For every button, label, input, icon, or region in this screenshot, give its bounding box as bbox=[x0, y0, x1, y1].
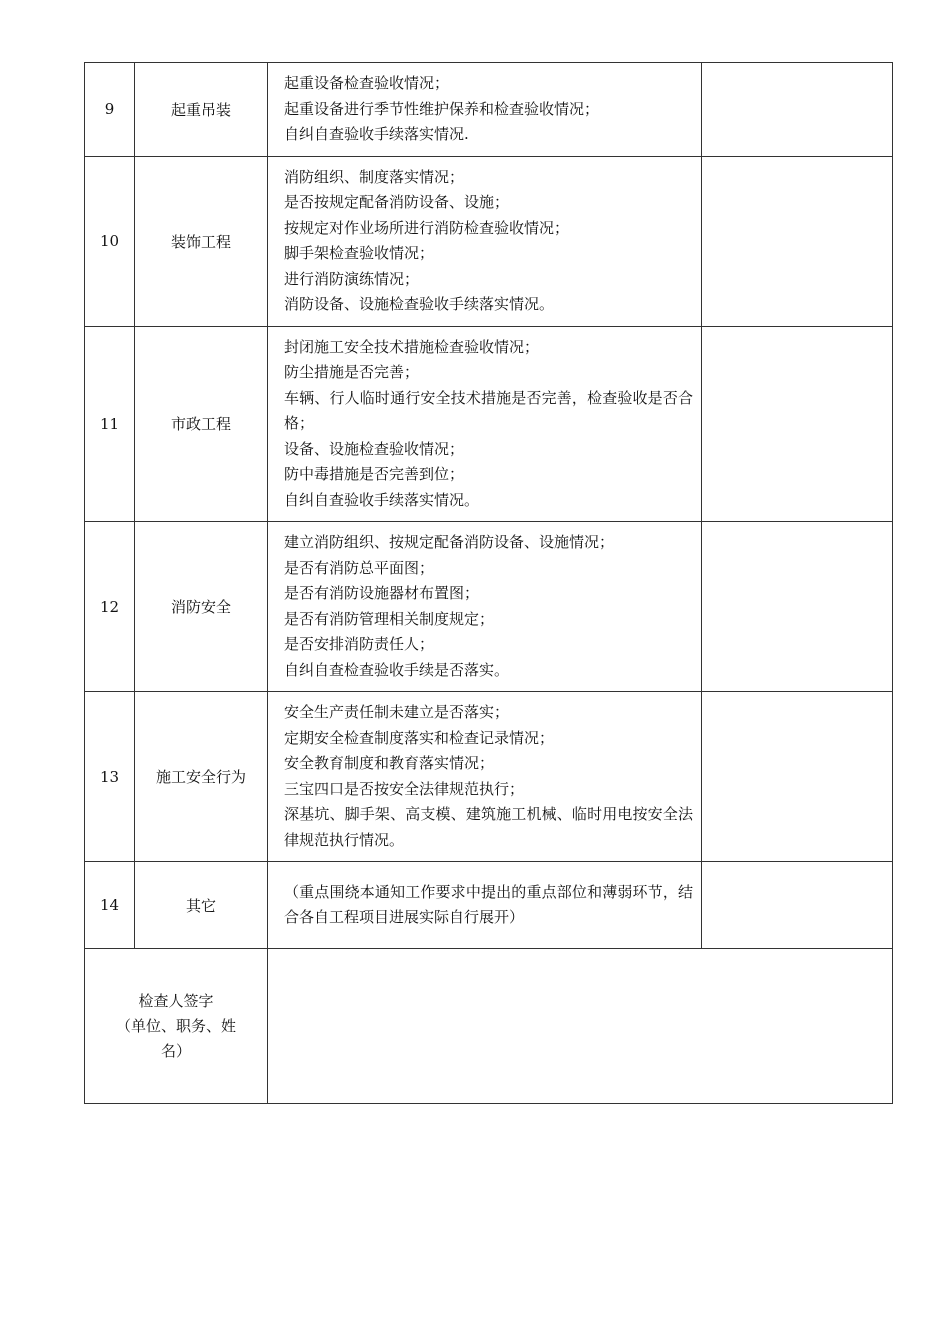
check-item: 是否按规定配备消防设备、设施； bbox=[284, 193, 510, 211]
row-number: 12 bbox=[85, 522, 135, 692]
row-number: 9 bbox=[85, 63, 135, 157]
row-check-items bbox=[268, 63, 702, 157]
table-row bbox=[85, 862, 893, 949]
row-category: 起重吊装 bbox=[135, 63, 268, 157]
row-category: 其它 bbox=[135, 862, 268, 949]
check-item: 安全教育制度和教育落实情况； bbox=[284, 754, 495, 772]
check-item: （重点围绕本通知工作要求中提出的重点部位和薄弱环节，结合各自工程项目进展实际自行展开） bbox=[284, 882, 693, 926]
signature-row bbox=[85, 949, 893, 1104]
check-item: 起重设备检查验收情况； bbox=[284, 74, 450, 92]
row-check-items bbox=[268, 862, 702, 949]
row-number: 11 bbox=[85, 326, 135, 522]
row-check-items bbox=[268, 156, 702, 326]
row-check-items bbox=[268, 522, 702, 692]
table-row bbox=[85, 522, 893, 692]
table-row bbox=[85, 63, 893, 157]
check-item: 建立消防组织、按规定配备消防设备、设施情况； bbox=[284, 533, 615, 551]
row-result-cell bbox=[702, 326, 893, 522]
check-item: 自纠自查验收手续落实情况。 bbox=[284, 490, 480, 509]
inspection-table bbox=[84, 62, 893, 1104]
row-number: 14 bbox=[85, 862, 135, 949]
row-check-items bbox=[268, 326, 702, 522]
check-item: 是否有消防总平面图； bbox=[284, 558, 435, 577]
check-item: 车辆、行人临时通行安全技术措施是否完善，检查验收是否合格； bbox=[284, 388, 693, 432]
row-result-cell bbox=[702, 692, 893, 862]
check-item: 起重设备进行季节性维护保养和检查验收情况； bbox=[284, 99, 600, 118]
signature-label-line: 检查人签字 bbox=[138, 991, 214, 1010]
row-result-cell bbox=[702, 862, 893, 949]
row-result-cell bbox=[702, 522, 893, 692]
signature-label-line: 名） bbox=[160, 1041, 191, 1060]
check-item: 是否有消防设施器材布置图； bbox=[284, 584, 480, 602]
check-item: 是否有消防管理相关制度规定； bbox=[284, 609, 495, 628]
check-item: 进行消防演练情况； bbox=[284, 269, 420, 288]
signature-label-line: （单位、职务、姓 bbox=[115, 1016, 236, 1035]
check-item: 自纠自查验收手续落实情况. bbox=[284, 125, 469, 143]
check-item: 是否安排消防责任人； bbox=[284, 635, 435, 653]
check-item: 深基坑、脚手架、高支模、建筑施工机械、临时用电按安全法律规范执行情况。 bbox=[284, 805, 693, 849]
row-number: 10 bbox=[85, 156, 135, 326]
table-row bbox=[85, 326, 893, 522]
check-item: 安全生产责任制未建立是否落实； bbox=[284, 703, 510, 721]
check-item: 三宝四口是否按安全法律规范执行； bbox=[284, 779, 525, 798]
row-category: 市政工程 bbox=[135, 326, 268, 522]
table-row bbox=[85, 692, 893, 862]
check-item: 消防设备、设施检查验收手续落实情况。 bbox=[284, 295, 555, 313]
check-item: 脚手架检查验收情况； bbox=[284, 244, 435, 262]
row-category: 装饰工程 bbox=[135, 156, 268, 326]
row-number: 13 bbox=[85, 692, 135, 862]
check-item: 定期安全检查制度落实和检查记录情况； bbox=[284, 728, 555, 747]
check-item: 消防组织、制度落实情况； bbox=[284, 167, 465, 186]
check-item: 设备、设施检查验收情况； bbox=[284, 439, 465, 458]
signature-field[interactable] bbox=[268, 949, 893, 1104]
row-result-cell bbox=[702, 156, 893, 326]
table-row bbox=[85, 156, 893, 326]
signature-label bbox=[85, 949, 268, 1104]
row-check-items bbox=[268, 692, 702, 862]
check-item: 封闭施工安全技术措施检查验收情况； bbox=[284, 337, 540, 356]
check-item: 防中毒措施是否完善到位； bbox=[284, 465, 465, 483]
row-category: 施工安全行为 bbox=[135, 692, 268, 862]
row-result-cell bbox=[702, 63, 893, 157]
check-item: 按规定对作业场所进行消防检查验收情况； bbox=[284, 218, 570, 237]
row-category: 消防安全 bbox=[135, 522, 268, 692]
check-item: 自纠自查检查验收手续是否落实。 bbox=[284, 660, 510, 679]
check-item: 防尘措施是否完善； bbox=[284, 363, 420, 381]
